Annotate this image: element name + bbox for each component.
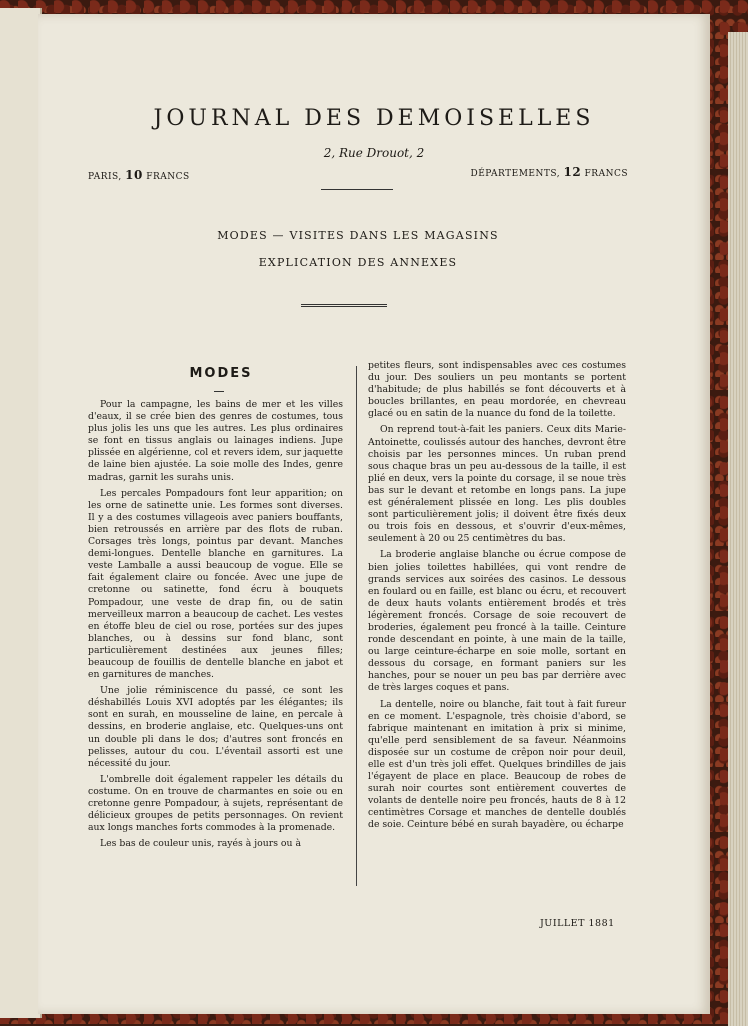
paragraph: On reprend tout-à-fait les paniers. Ceux dits Marie-Antoinette, coulissés autour des hanches, devront être choisis par les personnes minces. Un ruban prend sous chaque bras un peu au-dessous de la taille, il est plié en deux, vers la pointe du corsage, il se noue très bas sur le devant et retombe en longs pans. La jupe est généralement plissée en long. Les plis doubles sont particulièrement jolis; il doivent être fixés deux ou trois fois en dessous, et s'ouvrir d'eux-mêmes, seulement à 20 ou 25 centimètres du bas. [368, 424, 626, 545]
section-divider [301, 304, 387, 307]
header-divider [321, 189, 393, 190]
dept-price-value: 12 [563, 165, 582, 179]
issue-date: JUILLET 1881 [540, 918, 615, 929]
paragraph: L'ombrelle doit également rappeler les détails du costume. On en trouve de charmantes en soie ou en cretonne genre Pompadour, à sujets, représentant de délicieux groupes de petits personnages. On revient aux longs manches forts commodes à la promenade. [88, 773, 343, 834]
paris-price-value: 10 [125, 168, 143, 182]
column-right [368, 360, 626, 836]
paragraph: Les bas de couleur unis, rayés à jours ou à [100, 838, 301, 850]
section-heading: MODES [189, 366, 253, 381]
column-left [88, 399, 343, 854]
heading-dash [214, 391, 224, 392]
paragraph: Les percales Pompadours font leur apparition; on les orne de satinette unie. Les formes sont diverses. Il y a des costumes villageois avec paniers bouffants, bien retroussés en arrière par des flots de ruban. Corsages très longs, pointus par devant. Manches demi-longues. Dentelle blanche en garnitures. La veste Lamballe a aussi beaucoup de vogue. Elle se fait également claire ou foncée. Avec une jupe de cretonne ou satinette, fond écru à bouquets Pompadour, une veste de drap fin, ou de satin merveilleux marron a beaucoup de cachet. Les vestes en étoffe bleu de ciel ou rose, portées sur des jupes blanches, ou à dessins sur fond blanc, sont particulièrement destinées aux jeunes filles; beaucoup de fouillis de dentelle blanche en jabot et en garnitures de manches. [88, 487, 343, 681]
paris-label: PARIS, [88, 172, 122, 182]
page-edges [728, 32, 748, 1026]
column-divider [356, 366, 357, 886]
paragraph: La broderie anglaise blanche ou écrue compose de bien jolies toilettes habillées, qui vont rendre de grands services aux soirées des casinos. Le dessous en foulard ou en faille, est blanc ou écru, et recouvert de deux hauts volants entièrement brodés et très légèrement froncés. Corsage de soie recouvert de broderies, également peu froncé à la taille. Ceinture ronde descendant en pointe, à une main de la taille, ou large ceinture-écharpe en soie molle, sortant en dessous du corsage, en formant paniers sur les hanches, pour se nouer un peu bas par derrière avec de très larges coques et pans. [368, 549, 626, 694]
paragraph: Pour la campagne, les bains de mer et les villes d'eaux, il se crée bien des genres de costumes, tous plus jolis les uns que les autres. Les plus ordinaires se font en tissus anglais ou lainages indiens. Jupe plissée en algérienne, col et revers idem, sur jaquette de laine bien ajustée. La soie molle des Indes, genre madras, garnit les surahs unis. [88, 399, 343, 483]
paris-unit: FRANCS [146, 172, 190, 182]
subtitle-line-1: MODES — VISITES DANS LES MAGASINS [217, 229, 499, 242]
paragraph: La dentelle, noire ou blanche, fait tout à fait fureur en ce moment. L'espagnole, très choisie d'abord, se fabrique maintenant en imitation à prix si minime, qu'elle perd sensiblement de sa faveur. Néanmoins disposée sur un costume de crêpon noir pour deuil, elle est d'un très joli effet. Quelques brindilles de jais l'égayent de place en place. Beaucoup de robes de surah noir courtes sont entièrement couvertes de volants de dentelle noire peu froncés, hauts de 8 à 12 centimètres Corsage et manches de dentelle doublés de soie. Ceinture bébé en surah bayadère, ou écharpe [368, 698, 626, 831]
paris-price [88, 168, 190, 182]
journal-page [38, 14, 710, 1014]
left-page-edge [0, 8, 42, 1018]
dept-label: DÉPARTEMENTS, [470, 169, 561, 179]
paragraph: Une jolie réminiscence du passé, ce sont les déshabillés Louis XVI adoptés par les élégantes; ils sont en surah, en mousseline de laine, en percale à dessins, en broderie anglaise, etc. Quelques-uns ont un double pli dans le dos; d'autres sont froncés en pelisses, autour du cou. L'éventail assorti est une nécessité du jour. [88, 685, 343, 769]
dept-unit: FRANCS [584, 169, 628, 179]
departements-price [471, 165, 628, 179]
journal-title: JOURNAL DES DEMOISELLES [153, 106, 595, 131]
subtitle-line-2: EXPLICATION DES ANNEXES [258, 256, 458, 269]
paragraph: petites fleurs, sont indispensables avec ces costumes du jour. Des souliers un peu montants se portent d'habitude; de plus habillés se font découverts et à boucles brillantes, en peau mordorée, en chevreau glacé ou en satin de la nuance du fond de la toilette. [368, 360, 626, 420]
journal-address: 2, Rue Drouot, 2 [323, 146, 425, 160]
